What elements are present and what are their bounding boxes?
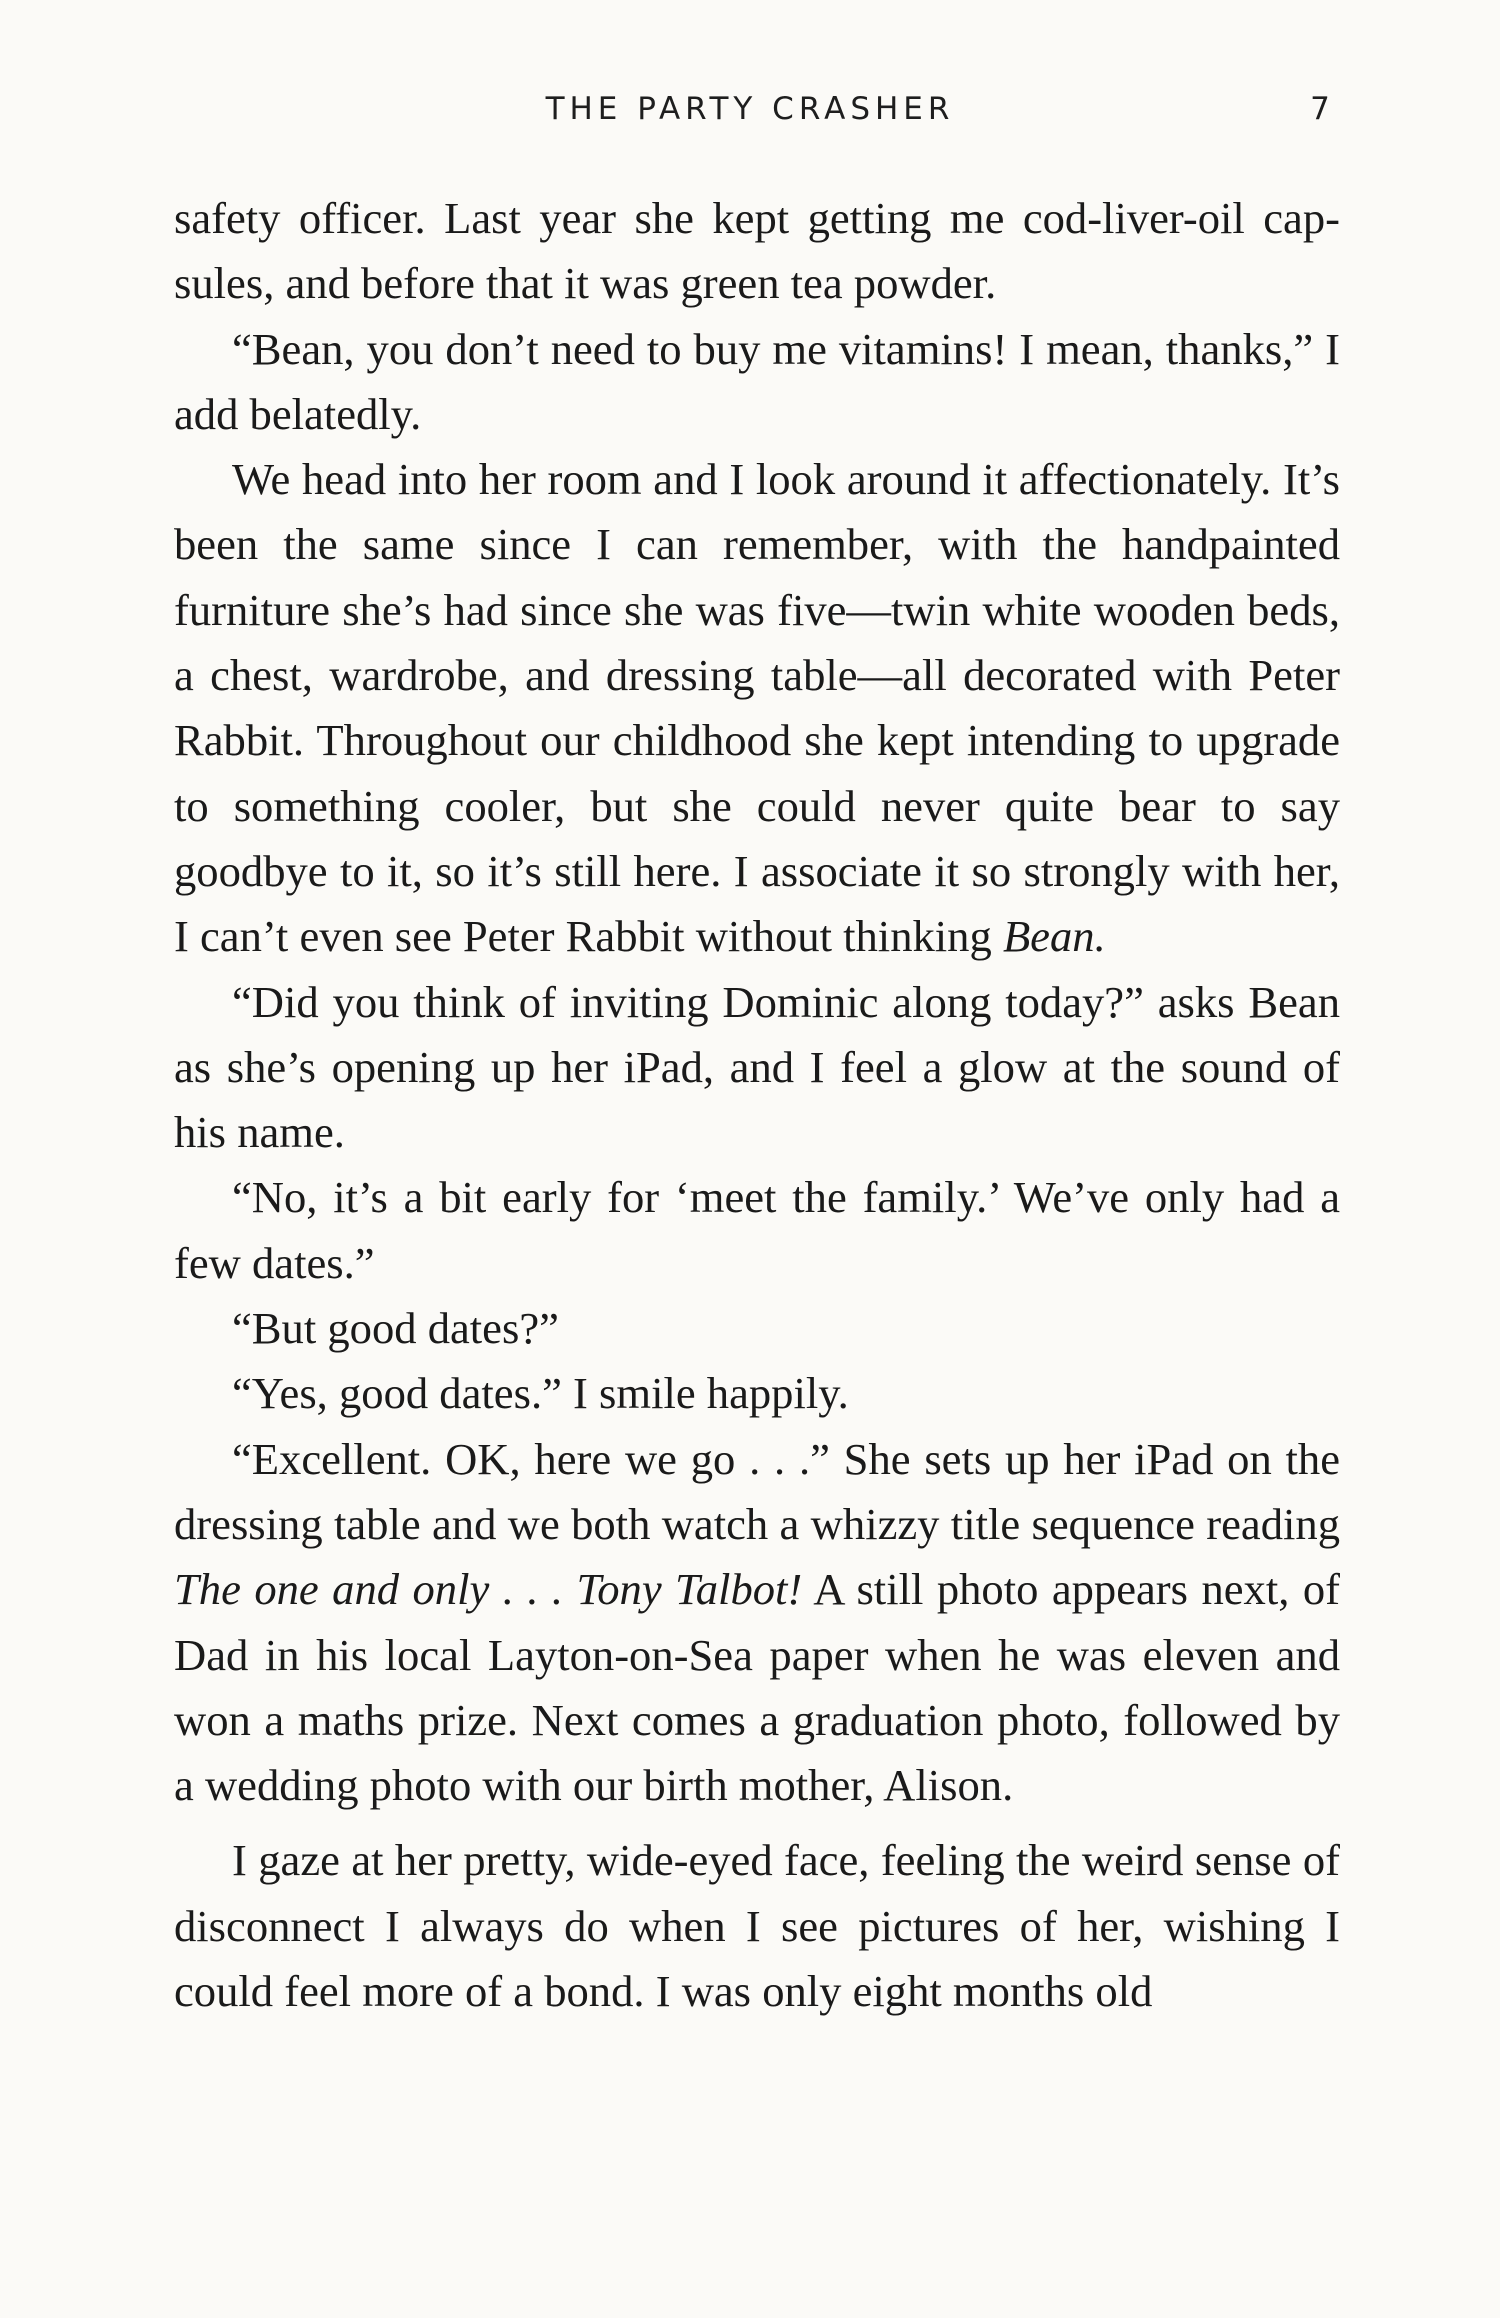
- paragraph: [174, 1361, 1340, 1426]
- paragraph: [174, 447, 1340, 969]
- text-run: We head into her room and I look around it affectionately. It’s been the same since I can remember, with the handpainted furniture she’s had since she was five—twin white wooden beds, a chest, wardrobe, and dressing table—all decorated with Peter Rabbit. Throughout our childhood she kept intending to upgrade to something cooler, but she could never quite bear to say goodbye to it, so it’s still here. I associate it so strongly with her, I can’t even see Peter Rabbit without thinking: [174, 454, 1340, 962]
- running-header: [0, 84, 1500, 134]
- text-run: “Bean, you don’t need to buy me vitamins! I mean, thanks,” I add belatedly.: [174, 323, 1340, 439]
- paragraph: [174, 317, 1340, 448]
- text-run: “But good dates?”: [232, 1303, 559, 1354]
- page-number: 7: [1310, 91, 1330, 127]
- running-title: THE PARTY CRASHER: [545, 91, 955, 127]
- text-run: “No, it’s a bit early for ‘meet the family.’ We’ve only had a few dates.”: [174, 1172, 1340, 1288]
- paragraph: [174, 1427, 1340, 1819]
- body-text: [174, 186, 1340, 2024]
- italic-text-run: Bean.: [1002, 911, 1106, 962]
- paragraph: [174, 1296, 1340, 1361]
- text-run: I gaze at her pretty, wide-eyed face, feeling the weird sense of disconnect I always do when I see pictures of her, wishing I could feel more of a bond. I was only eight months old: [174, 1835, 1340, 2017]
- paragraph: [174, 186, 1340, 317]
- text-run: A still photo appears next, of Dad in his local Layton-on-Sea paper when he was eleven and won a maths prize. Next comes a graduation photo, followed by a wedding photo with our birth mother, Alison.: [174, 1564, 1340, 1811]
- text-run: safety officer. Last year she kept getting me cod-liver-oil capsules, and before that it was green tea powder.: [174, 193, 1340, 309]
- text-run: “Excellent. OK, here we go . . .” She sets up her iPad on the dressing table and we both watch a whizzy title sequence reading: [174, 1433, 1340, 1549]
- text-run: “Did you think of inviting Dominic along today?” asks Bean as she’s opening up her iPad, and I feel a glow at the sound of his name.: [174, 976, 1340, 1158]
- paragraph: [174, 1165, 1340, 1296]
- italic-text-run: The one and only . . . Tony Talbot!: [174, 1564, 803, 1615]
- text-run: “Yes, good dates.” I smile happily.: [232, 1368, 849, 1419]
- paragraph: [174, 1828, 1340, 2024]
- paragraph: [174, 970, 1340, 1166]
